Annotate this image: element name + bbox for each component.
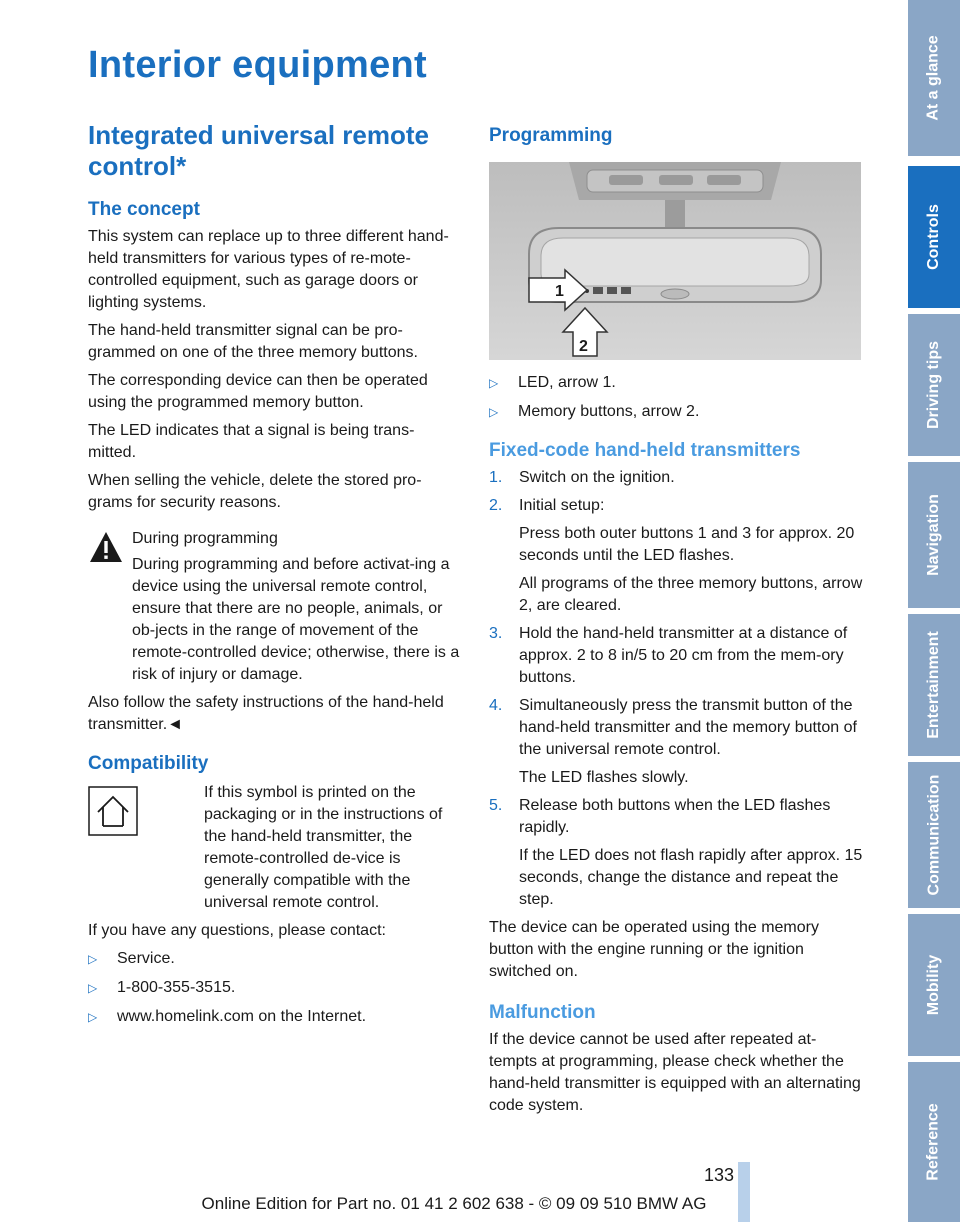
- step-detail: Press both outer buttons 1 and 3 for approx. 20 seconds until the LED flashes.: [519, 525, 855, 564]
- step-number: 4.: [489, 697, 503, 714]
- rearview-mirror-illustration: [489, 162, 861, 360]
- tab-label: Mobility: [925, 954, 942, 1016]
- legend-memory-buttons: Memory buttons, arrow 2.: [518, 403, 700, 420]
- warning-extra: Also follow the safety instructions of the hand-held transmitter.◄: [88, 694, 444, 733]
- sidebar-tab-communication[interactable]: [908, 762, 960, 908]
- tab-label: Navigation: [925, 494, 943, 576]
- list-item: [489, 623, 863, 689]
- sidebar-tab-driving-tips[interactable]: [908, 314, 960, 456]
- step-text: Release both buttons when the LED flashes rapidly.: [519, 797, 831, 836]
- section-title: Integrated universal remote control*: [88, 120, 429, 181]
- compatibility-block: [88, 782, 462, 1028]
- tab-label: Entertainment: [925, 631, 943, 739]
- list-item: [489, 372, 863, 394]
- tab-label: Reference: [925, 1103, 942, 1181]
- fixed-code-heading: Fixed-code hand-held transmitters: [489, 440, 801, 461]
- list-item: [489, 467, 863, 489]
- warning-block: [88, 528, 462, 736]
- tab-label: Controls: [925, 204, 942, 270]
- list-item: [489, 495, 863, 617]
- concept-paragraph: This system can replace up to three different hand-held transmitters for various types of re-mote-controlled equipment, such as garage doors or lighting systems.: [88, 228, 449, 311]
- sidebar-tab-navigation[interactable]: [908, 462, 960, 608]
- list-item: [88, 948, 462, 970]
- step-text: Switch on the ignition.: [519, 469, 675, 486]
- page-number: 133: [703, 1165, 734, 1185]
- warning-text: [88, 554, 462, 686]
- sidebar-tab-at-a-glance[interactable]: [908, 0, 960, 156]
- concept-paragraph: The corresponding device can then be operated using the programmed memory button.: [88, 372, 428, 411]
- chapter-sidebar: [908, 0, 960, 1222]
- tab-label: Driving tips: [925, 340, 943, 430]
- mirror-figure: [489, 162, 861, 360]
- warning-triangle-icon: [88, 530, 124, 564]
- figure-legend: [489, 372, 863, 423]
- tab-label: Communication: [925, 774, 943, 896]
- list-item: [88, 1006, 462, 1028]
- right-column: [489, 124, 863, 1123]
- malfunction-heading: Malfunction: [489, 1002, 596, 1023]
- step-number: 1.: [489, 469, 503, 486]
- malfunction-text: If the device cannot be used after repeated at-tempts at programming, please check whether the hand-held transmitter is equipped with an alternating code system.: [489, 1031, 861, 1114]
- bullet-triangle-icon: ▷: [88, 1010, 98, 1024]
- concept-heading: The concept: [88, 199, 200, 220]
- step-number: 5.: [489, 797, 503, 814]
- homelink-house-icon: [88, 786, 138, 836]
- contact-phone: 1-800-355-3515.: [117, 979, 236, 996]
- operation-note: The device can be operated using the memory button with the engine running or the ignition switched on.: [489, 919, 819, 980]
- concept-paragraph: When selling the vehicle, delete the stored pro-grams for security reasons.: [88, 472, 422, 511]
- legend-led: LED, arrow 1.: [518, 374, 616, 391]
- footer-edition-text: Online Edition for Part no. 01 41 2 602 638 - © 09 09 510 BMW AG: [201, 1194, 707, 1213]
- bullet-triangle-icon: ▷: [88, 952, 98, 966]
- step-detail: All programs of the three memory buttons, arrow 2, are cleared.: [519, 575, 863, 614]
- sidebar-tab-reference[interactable]: [908, 1062, 960, 1222]
- concept-paragraph: The LED indicates that a signal is being trans-mitted.: [88, 422, 415, 461]
- sidebar-tab-entertainment[interactable]: [908, 614, 960, 756]
- sidebar-tab-mobility[interactable]: [908, 914, 960, 1056]
- compatibility-heading: Compatibility: [88, 753, 209, 774]
- compatibility-text-body: If this symbol is printed on the packaging or in the instructions of the hand-held transmitter, the remote-controlled de-vice is generally compatible with the universal remote control.: [204, 784, 443, 911]
- bullet-triangle-icon: ▷: [88, 981, 98, 995]
- list-item: [489, 695, 863, 789]
- step-number: 2.: [489, 497, 503, 514]
- warning-text-body: During programming and before activat-ing a device using the universal remote control, ensure that there are no people, animals, or ob-jects in the range of movement of the remote-controlled device; otherwise, there is a risk of injury or damage.: [132, 556, 460, 683]
- step-text: Hold the hand-held transmitter at a distance of approx. 2 to 8 in/5 to 20 cm from the mem-ory buttons.: [519, 625, 848, 686]
- compatibility-text: [88, 782, 462, 914]
- programming-heading: Programming: [489, 125, 613, 146]
- list-item: [489, 401, 863, 423]
- list-item: [489, 795, 863, 911]
- tab-label: At a glance: [925, 35, 943, 121]
- list-item: [88, 977, 462, 999]
- concept-paragraph: The hand-held transmitter signal can be pro-grammed on one of the three memory buttons.: [88, 322, 418, 361]
- figure-label-1: 1: [555, 283, 564, 300]
- step-detail: If the LED does not flash rapidly after approx. 15 seconds, change the distance and repeat the step.: [519, 847, 863, 908]
- warning-title: During programming: [132, 530, 278, 547]
- bullet-triangle-icon: ▷: [489, 405, 499, 419]
- step-text: Simultaneously press the transmit button of the hand-held transmitter and the memory button of the universal remote control.: [519, 697, 857, 758]
- figure-label-2: 2: [579, 338, 588, 355]
- contact-intro: If you have any questions, please contact:: [88, 922, 386, 939]
- bullet-triangle-icon: ▷: [489, 376, 499, 390]
- left-column: [88, 120, 462, 1036]
- sidebar-tab-controls[interactable]: [908, 166, 960, 308]
- step-detail: The LED flashes slowly.: [519, 769, 689, 786]
- contact-list: [88, 948, 462, 1028]
- programming-steps: [489, 467, 863, 911]
- contact-website: www.homelink.com on the Internet.: [117, 1008, 367, 1025]
- step-text: Initial setup:: [519, 497, 605, 514]
- step-number: 3.: [489, 625, 503, 642]
- contact-service: Service.: [117, 950, 175, 967]
- page-title: Interior equipment: [88, 44, 427, 86]
